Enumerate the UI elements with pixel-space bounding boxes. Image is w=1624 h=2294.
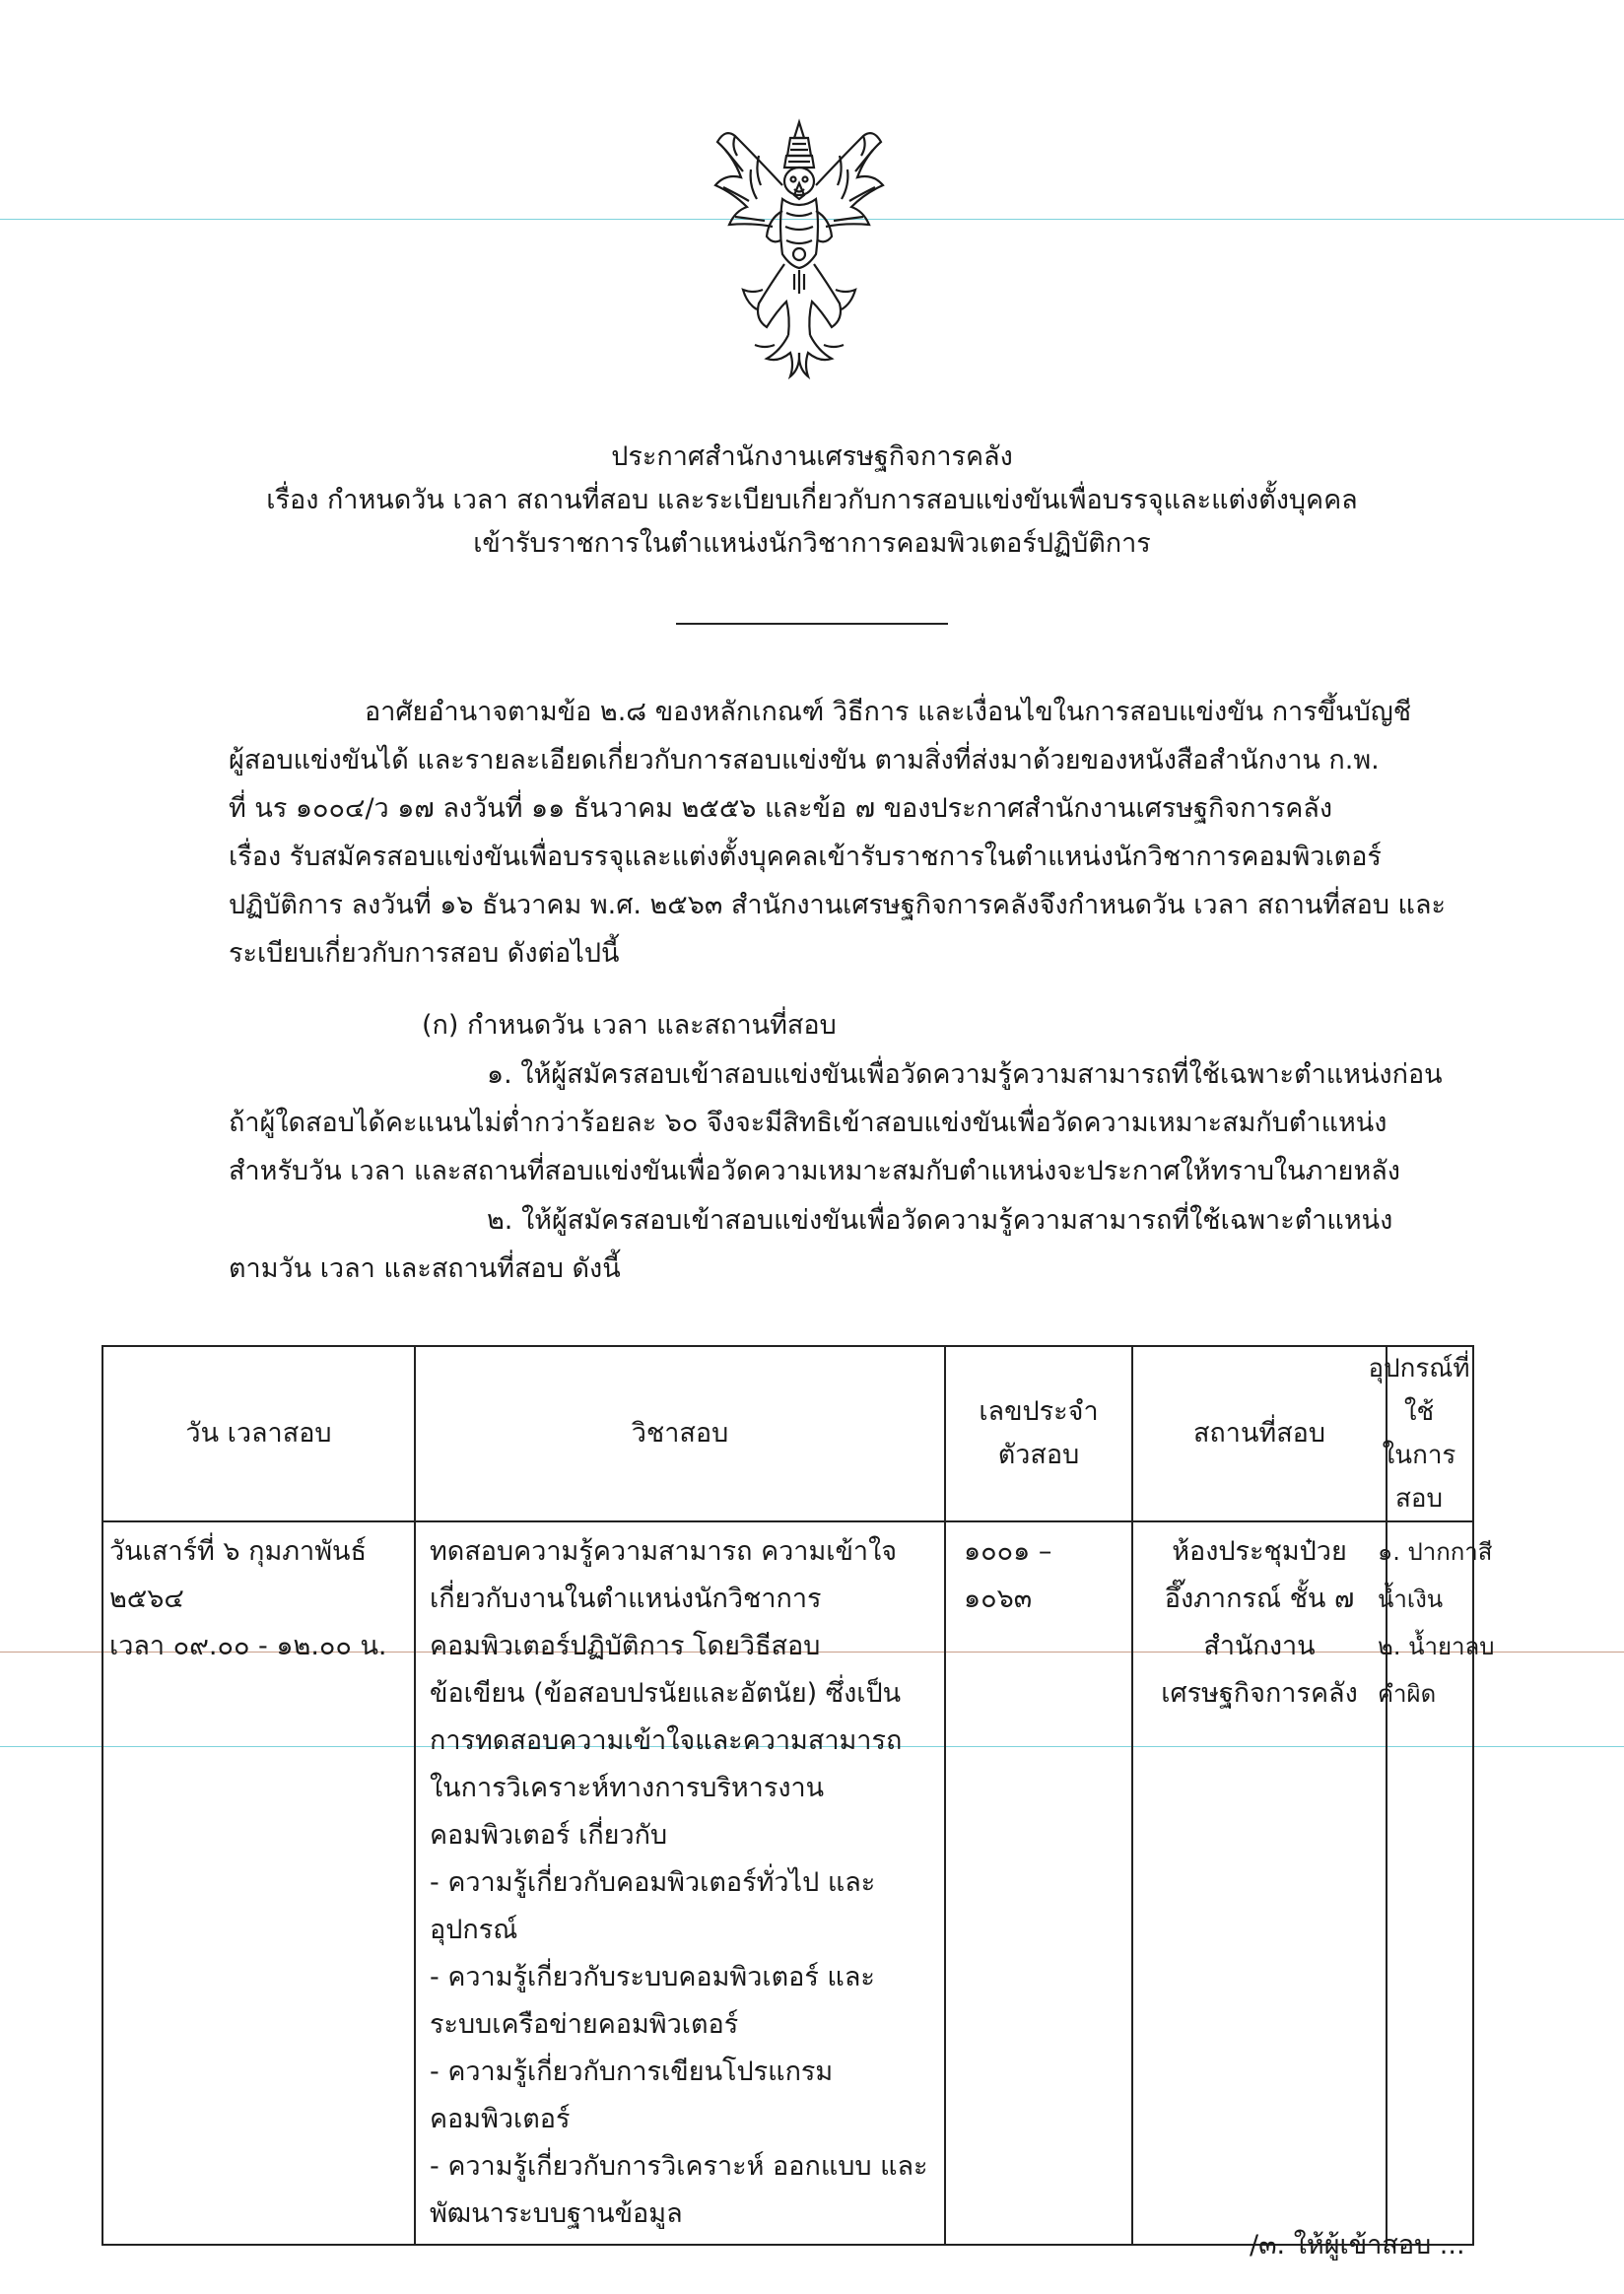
paragraph-line [229,1245,1466,1293]
cell-text: เศรษฐกิจการคลัง [1161,1678,1358,1709]
line-text: ระเบียบเกี่ยวกับการสอบ ดังต่อไปนี้ [229,938,620,969]
cell-equipment [1378,1521,1495,2245]
cell-text: ๒๕๖๔ [109,1584,184,1614]
cell-text: สำนักงาน [1203,1631,1316,1661]
cell-text: - ความรู้เกี่ยวกับการเขียนโปรแกรม [430,2057,834,2087]
paragraph-line [229,784,1466,833]
cell-text: เวลา ๐๙.๐๐ - ๑๒.๐๐ น. [109,1631,387,1661]
table-row [102,1521,1473,2245]
cell-text: อุปกรณ์ [430,1915,518,1945]
announcement-title [99,436,1525,566]
paragraph-line [229,833,1466,881]
cell-subject [415,1521,945,2245]
cell-text: คอมพิวเตอร์ เกี่ยวกับ [430,1820,668,1851]
cell-seat-number [945,1521,1132,2245]
header-subject: วิชาสอบ [415,1346,945,1521]
paragraph-line [229,1099,1466,1147]
cell-text: พัฒนาระบบฐานข้อมูล [430,2198,683,2229]
header-equipment [1368,1346,1473,1521]
line-text: ตามวัน เวลา และสถานที่สอบ ดังนี้ [229,1253,621,1284]
paragraph-line [229,1147,1466,1195]
title-underline-divider [676,623,948,625]
page-continuation-note: /๓. ให้ผู้เข้าสอบ ... [1250,2230,1465,2260]
line-text: ๒. ให้ผู้สมัครสอบเข้าสอบแข่งขันเพื่อวัดความรู้ความสามารถที่ใช้เฉพาะตำแหน่ง [487,1205,1393,1236]
cell-text: ๒. น้ำยาลบ [1378,1633,1495,1660]
line-text: ผู้สอบแข่งขันได้ และรายละเอียดเกี่ยวกับการสอบแข่งขัน ตามสิ่งที่ส่งมาด้วยของหนังสือสำนักงาน ก.พ. [229,745,1380,776]
cell-text: - ความรู้เกี่ยวกับระบบคอมพิวเตอร์ และ [430,1962,875,1992]
header-text: อุปกรณ์ที่ใช้ [1368,1354,1470,1427]
cell-text: เกี่ยวกับงานในตำแหน่งนักวิชาการ [430,1584,822,1614]
cell-text: ๑๐๐๑ – [964,1536,1052,1567]
header-text: ในการสอบ [1382,1441,1456,1514]
cell-text: ๑๐๖๓ [964,1584,1033,1614]
announcement-heading: ประกาศสำนักงานเศรษฐกิจการคลัง [611,441,1013,472]
header-text: ตัวสอบ [997,1440,1080,1470]
line-text: อาศัยอำนาจตามข้อ ๒.๘ ของหลักเกณฑ์ วิธีการ และเงื่อนไขในการสอบแข่งขัน การขึ้นบัญชี [365,697,1412,727]
cell-text: ๑. ปากกาสี [1378,1538,1493,1566]
subject-line: เรื่อง กำหนดวัน เวลา สถานที่สอบ และระเบียบเกี่ยวกับการสอบแข่งขันเพื่อบรรจุและแต่งตั้งบุคคล [266,485,1358,515]
subject-line: เข้ารับราชการในตำแหน่งนักวิชาการคอมพิวเตอร์ปฏิบัติการ [473,528,1151,559]
header-venue: สถานที่สอบ [1132,1346,1387,1521]
cell-text: ข้อเขียน (ข้อสอบปรนัยและอัตนัย) ซึ่งเป็น [430,1678,902,1709]
intro-paragraph [229,688,1466,978]
line-text: เรื่อง รับสมัครสอบแข่งขันเพื่อบรรจุและแต่งตั้งบุคคลเข้ารับราชการในตำแหน่งนักวิชาการคอมพิวเตอร์ [229,842,1382,872]
paragraph-line [229,1050,1466,1099]
line-text: ปฏิบัติการ ลงวันที่ ๑๖ ธันวาคม พ.ศ. ๒๕๖๓ สำนักงานเศรษฐกิจการคลังจึงกำหนดวัน เวลา สถานที่สอบ และ [229,890,1446,920]
cell-text: อึ๊งภากรณ์ ชั้น ๗ [1164,1584,1355,1614]
cell-date [102,1521,415,2245]
line-text: ที่ นร ๑๐๐๔/ว ๑๗ ลงวันที่ ๑๑ ธันวาคม ๒๕๕๖ และข้อ ๗ ของประกาศสำนักงานเศรษฐกิจการคลัง [229,793,1333,824]
garuda-emblem-icon [696,116,903,382]
cell-text: ในการวิเคราะห์ทางการบริหารงาน [430,1773,825,1803]
section-a-item1 [229,1050,1466,1195]
paragraph-line [229,736,1466,784]
cell-text: คำผิด [1378,1680,1437,1708]
cell-text: ระบบเครือข่ายคอมพิวเตอร์ [430,2009,739,2040]
line-text: ถ้าผู้ใดสอบได้คะแนนไม่ต่ำกว่าร้อยละ ๖๐ จึงจะมีสิทธิเข้าสอบแข่งขันเพื่อวัดความเหมาะสมกับตำแหน่ง [229,1108,1387,1138]
cell-text: คอมพิวเตอร์ [430,2104,571,2134]
header-text: เลขประจำ [979,1396,1099,1427]
header-date: วัน เวลาสอบ [102,1346,415,1521]
line-text: สำหรับวัน เวลา และสถานที่สอบแข่งขันเพื่อวัดความเหมาะสมกับตำแหน่งจะประกาศให้ทราบในภายหลัง [229,1156,1400,1186]
paragraph-line [229,881,1466,929]
cell-text: - ความรู้เกี่ยวกับคอมพิวเตอร์ทั่วไป และ [430,1867,876,1898]
paragraph-line [229,1196,1466,1245]
section-a-item2 [229,1196,1466,1293]
cell-text: การทดสอบความเข้าใจและความสามารถ [430,1725,903,1756]
paragraph-line [229,929,1466,978]
paragraph-line [229,688,1466,736]
cell-text: ทดสอบความรู้ความสามารถ ความเข้าใจ [430,1536,898,1567]
cell-text: วันเสาร์ที่ ๖ กุมภาพันธ์ [109,1536,367,1567]
cell-text: ห้องประชุมป๋วย [1172,1536,1347,1567]
table-header-row [102,1346,1473,1521]
header-seat-number [945,1346,1132,1521]
section-a-heading: (ก) กำหนดวัน เวลา และสถานที่สอบ [422,1010,837,1041]
exam-schedule-table [102,1345,1495,2246]
cell-text: คอมพิวเตอร์ปฏิบัติการ โดยวิธีสอบ [430,1631,821,1661]
line-text: ๑. ให้ผู้สมัครสอบเข้าสอบแข่งขันเพื่อวัดความรู้ความสามารถที่ใช้เฉพาะตำแหน่งก่อน [487,1059,1443,1090]
cell-text: - ความรู้เกี่ยวกับการวิเคราะห์ ออกแบบ และ [430,2151,928,2182]
cell-venue [1132,1521,1387,2245]
cell-text: น้ำเงิน [1378,1586,1444,1613]
